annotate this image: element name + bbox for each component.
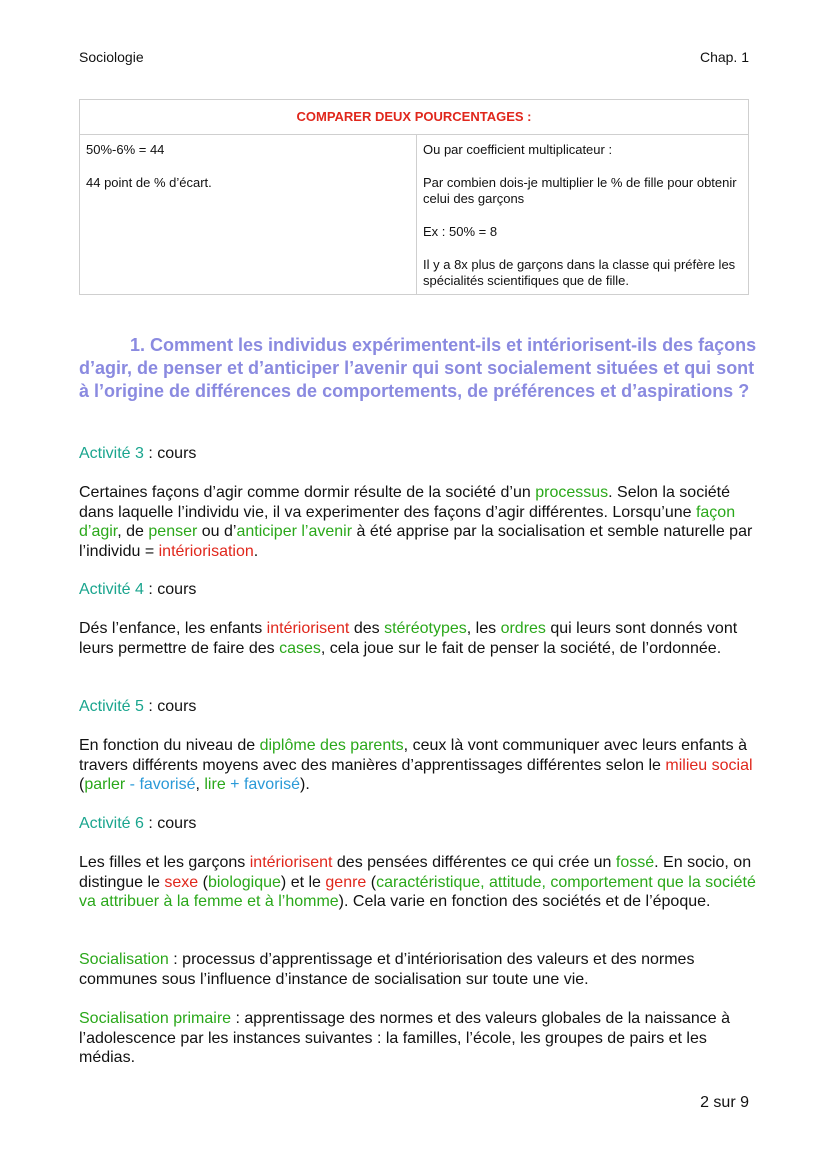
- activity-number: 5: [135, 698, 144, 715]
- table-right-line: Ou par coefficient multiplicateur :: [423, 142, 613, 157]
- activity-word: Activité: [79, 581, 131, 598]
- text: des pensées différentes ce qui crée un: [332, 854, 616, 871]
- activity-word: Activité: [79, 815, 131, 832]
- table-left-column: [80, 135, 417, 295]
- text: (: [198, 873, 208, 891]
- text: , les: [466, 620, 501, 637]
- activity-4-label: [79, 580, 759, 600]
- text: Certaines façons d’agir comme dormir résulte de la société d’un: [79, 484, 536, 501]
- text: ).: [299, 776, 310, 793]
- paragraph-stereotypes: [79, 619, 759, 658]
- text: des: [349, 620, 385, 637]
- keyword-penser: penser: [148, 523, 198, 540]
- keyword-parler: parler: [84, 776, 126, 793]
- keyword-processus: processus: [535, 484, 609, 501]
- paragraph-sexe-genre: [79, 853, 759, 912]
- header-chapter: Chap. 1: [699, 49, 749, 65]
- text: ou d’: [197, 523, 237, 540]
- activity-word: Activité: [79, 698, 131, 715]
- keyword-sexe: sexe: [164, 873, 199, 891]
- text: ,: [195, 776, 205, 793]
- activity-number: 4: [135, 581, 144, 598]
- keyword-lire: lire: [204, 776, 226, 793]
- page-number: 2 sur 9: [700, 1094, 749, 1111]
- keyword-milieu-social: milieu social: [665, 756, 753, 774]
- activity-5-label: [79, 697, 759, 717]
- table-right-line: Par combien dois-je multiplier le % de fille pour obtenir celui des garçons: [423, 175, 737, 206]
- paragraph-milieu-social: [79, 736, 759, 795]
- definition-socialisation: [79, 950, 759, 989]
- table-left-line: 50%-6% = 44: [86, 142, 165, 157]
- keyword-biologique: biologique: [207, 873, 281, 891]
- text: , ceux là vont communiquer avec leurs enfants à travers différents moyens avec des manières d’apprentissages différentes selon le: [79, 737, 747, 774]
- minus-sign: -: [125, 776, 140, 793]
- activity-3-label: [79, 444, 759, 464]
- keyword-favorise: favorisé: [139, 776, 196, 793]
- table-right-line: Il y a 8x plus de garçons dans la classe qui préfère les spécialités scientifiques que de fille.: [423, 257, 736, 288]
- activity-suffix: : cours: [143, 698, 197, 715]
- text: . Selon la société dans laquelle l’individu vie, il va experimenter des façons d’agir différentes. Lorsqu’une: [79, 484, 730, 521]
- text: qui leurs sont donnés vont leurs permettre de faire des: [79, 620, 738, 657]
- activity-number: 6: [135, 815, 144, 832]
- keyword-diplome: diplôme des parents: [259, 737, 404, 754]
- definition-term: Socialisation: [79, 951, 169, 968]
- keyword-interiorisent: intériorisent: [266, 620, 350, 637]
- plus-sign: +: [225, 776, 244, 793]
- text: ) et le: [280, 873, 326, 891]
- keyword-facon-agir: façon d’agir: [79, 503, 736, 540]
- text: En fonction du niveau de: [79, 737, 260, 754]
- definition-text: : apprentissage des normes et des valeurs globales de la naissance à l’adolescence par les instances suivantes : la familles, l’école, les groupes de pairs et les médias.: [79, 1010, 731, 1066]
- keyword-anticiper: anticiper l’avenir: [236, 523, 353, 540]
- keyword-interiorisent: intériorisent: [249, 854, 333, 871]
- keyword-cases: cases: [279, 639, 321, 657]
- table-title: COMPARER DEUX POURCENTAGES :: [80, 100, 749, 135]
- text: à été apprise par la socialisation et semble naturelle par l’individu =: [79, 523, 753, 560]
- text: ). Cela varie en fonction des sociétés et de l’époque.: [338, 893, 711, 910]
- header-subject: Sociologie: [79, 49, 144, 65]
- keyword-stereotypes: stéréotypes: [384, 620, 467, 637]
- section-heading: 1. Comment les individus expérimentent-ils et intériorisent-ils des façons d’agir, de penser et d’anticiper l’avenir qui sont socialement situées et qui sont à l’origine de différences de comportements, de préférences et d’aspirations ?: [79, 335, 757, 401]
- paragraph-interiorisation: [79, 483, 759, 561]
- keyword-interiorisation: intériorisation: [158, 542, 254, 560]
- text: .: [253, 542, 259, 560]
- keyword-genre: genre: [325, 873, 367, 891]
- definition-socialisation-primaire: [79, 1009, 759, 1068]
- keyword-fosse: fossé: [615, 854, 655, 871]
- activity-word: Activité: [79, 445, 131, 462]
- text: Les filles et les garçons: [79, 854, 250, 871]
- text: (: [366, 873, 377, 891]
- activity-suffix: : cours: [143, 815, 197, 832]
- definition-text: : processus d’apprentissage et d’intériorisation des valeurs et des normes communes sous l’influence d’instance de socialisation sur toute une vie.: [79, 951, 695, 988]
- comparison-table: [79, 99, 749, 295]
- activity-number: 3: [135, 445, 144, 462]
- keyword-caracteristique: caractéristique, attitude, comportement que la société va attribuer à la femme et à l’homme: [79, 873, 756, 910]
- activity-6-label: [79, 814, 759, 834]
- text: , cela joue sur le fait de penser la société, de l’ordonnée.: [320, 639, 722, 657]
- text: Dés l’enfance, les enfants: [79, 620, 267, 637]
- text: . En socio, on distingue le: [79, 854, 752, 891]
- activity-suffix: : cours: [143, 445, 197, 462]
- table-right-column: [417, 135, 749, 295]
- table-left-line: 44 point de % d’écart.: [86, 175, 212, 190]
- keyword-ordres: ordres: [500, 620, 546, 637]
- text: , de: [117, 523, 149, 540]
- activity-suffix: : cours: [143, 581, 197, 598]
- table-right-line: Ex : 50% = 8: [423, 224, 498, 239]
- text: (: [79, 776, 85, 793]
- definition-term: Socialisation primaire: [79, 1010, 232, 1027]
- keyword-favorise: favorisé: [243, 776, 300, 793]
